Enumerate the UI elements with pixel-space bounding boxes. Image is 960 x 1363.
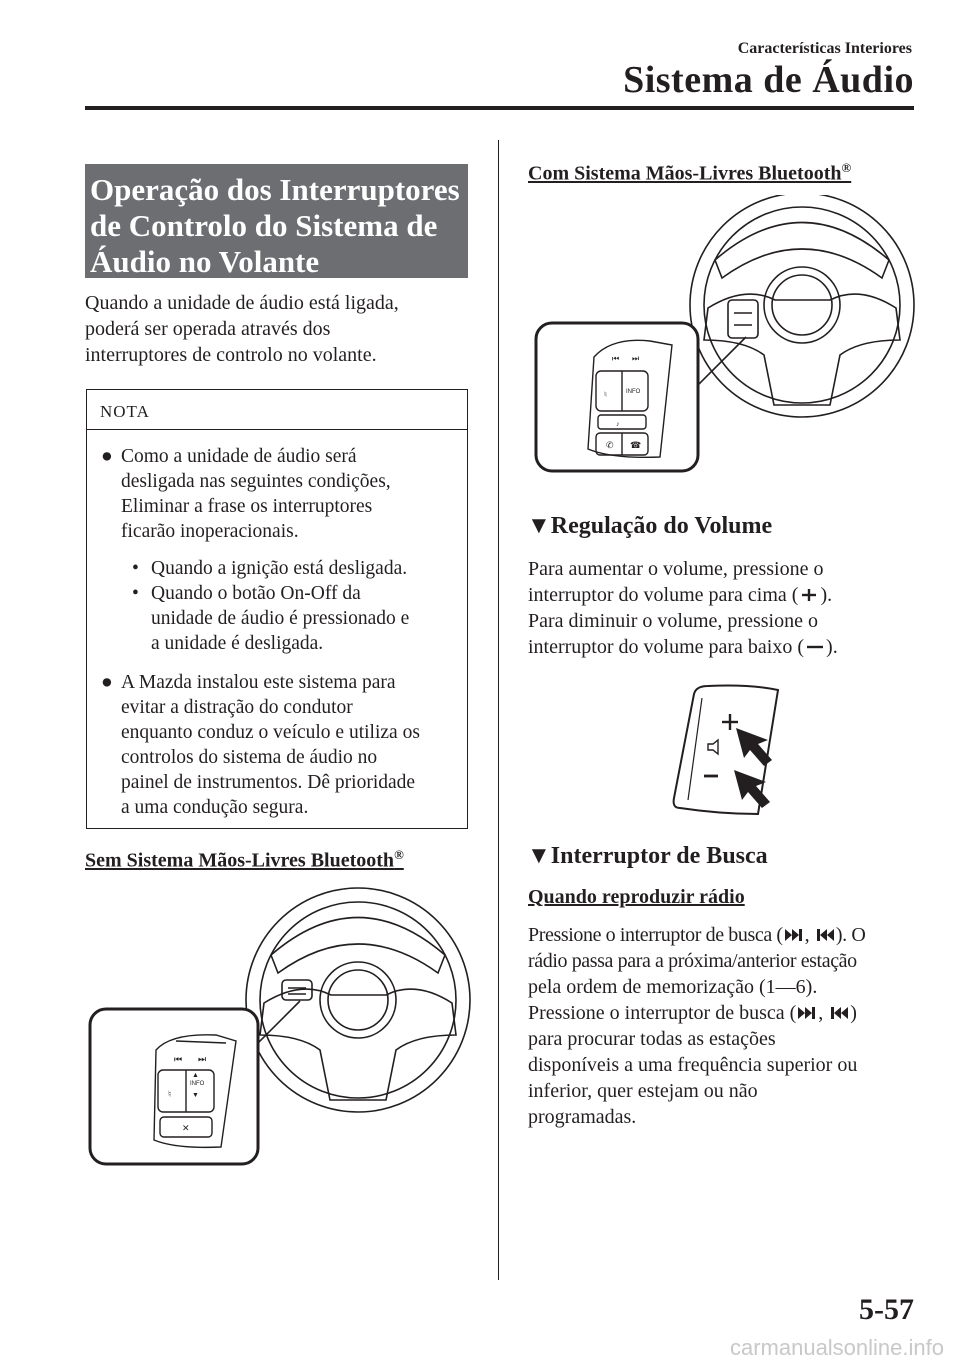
heading-with-bluetooth — [528, 160, 851, 186]
switch-closeup-frame — [90, 1009, 258, 1164]
text-line: programadas. — [528, 1106, 637, 1128]
note-item — [87, 670, 467, 820]
text-line: A Mazda instalou este sistema para — [121, 672, 396, 693]
minus-icon — [804, 640, 826, 654]
phone-pickup-icon: ✆ — [606, 440, 614, 450]
text-line: desligada nas seguintes condições, — [121, 471, 391, 492]
registered-mark: ® — [394, 847, 404, 862]
volume-switch-figure — [660, 680, 790, 820]
volume-paragraph — [528, 556, 928, 660]
horn-pad — [320, 962, 396, 1038]
seek-subheading: Quando reproduzir rádio — [528, 886, 745, 908]
seek-paragraph — [528, 922, 938, 1130]
section-title-text: Interruptor de Busca — [550, 843, 768, 869]
topic-title-box — [85, 164, 468, 278]
text-fragment: , — [804, 924, 814, 946]
topic-title-line: Áudio no Volante — [90, 244, 320, 279]
text-fragment: Pressione o interruptor de busca ( — [528, 924, 783, 946]
text-line: inferior, quer estejam ou não — [528, 1080, 758, 1102]
watermark: carmanualsonline.info — [729, 1335, 944, 1360]
switch-closeup-frame — [536, 323, 698, 471]
speaker-icon: ♮ — [604, 390, 607, 399]
seek-down-icon: ⏮ — [612, 354, 620, 363]
steering-wheel-top-cover — [271, 918, 445, 974]
arrow-pointer-icon — [736, 728, 772, 766]
text-fragment: ). O — [835, 924, 866, 946]
steering-wheel-bluetooth-figure — [532, 195, 932, 480]
seek-up-icon: ⏭ — [632, 354, 640, 363]
text-line: a uma condução segura. — [121, 797, 309, 818]
header-rule — [85, 106, 914, 110]
text-fragment: interruptor do volume para cima ( — [528, 584, 799, 606]
steering-wheel-rim — [246, 888, 470, 1112]
note-box — [86, 389, 468, 829]
text-line: Para aumentar o volume, pressione o — [528, 558, 824, 580]
text-line: Eliminar a frase os interruptores — [121, 496, 373, 517]
topic-title-line: de Controlo do Sistema de — [90, 208, 438, 243]
text-line: ficarão inoperacionais. — [121, 521, 299, 542]
text-line: Para diminuir o volume, pressione o — [528, 610, 818, 632]
note-subitem — [87, 556, 467, 581]
text-fragment: Pressione o interruptor de busca ( — [528, 1002, 797, 1024]
text-line: a unidade é desligada. — [151, 633, 324, 654]
volume-section-title — [527, 513, 772, 540]
text-line — [528, 582, 928, 608]
text-fragment: , — [818, 1002, 829, 1024]
heading-without-bluetooth — [85, 847, 404, 873]
text-line: controlos do sistema de áudio no — [121, 747, 378, 768]
text-line: painel de instrumentos. Dê prioridade — [121, 772, 416, 793]
note-subitem — [87, 581, 467, 656]
text-line: interruptores de controlo no volante. — [85, 344, 377, 366]
text-line: enquanto conduz o veículo e utiliza os — [121, 722, 420, 743]
text-line: Quando a ignição está desligada. — [151, 558, 408, 579]
triangle-bullet-icon: ▼ — [527, 843, 551, 869]
text-line: rádio passa para a próxima/anterior estação — [528, 950, 857, 972]
text-line — [528, 634, 928, 660]
info-label: INFO — [626, 389, 641, 395]
seek-up-icon — [783, 928, 805, 942]
section-title: Sistema de Áudio — [623, 59, 914, 101]
seek-down-icon — [828, 1006, 850, 1020]
bullet-dot-icon: ● — [101, 446, 113, 467]
column-divider — [498, 140, 499, 1280]
seek-down-icon: ⏮ — [174, 1054, 183, 1064]
speaker-icon — [708, 740, 718, 754]
down-arrow-icon: ▼ — [192, 1092, 199, 1099]
intro-paragraph — [85, 290, 470, 368]
chapter-title: Características Interiores — [737, 40, 912, 57]
speaker-icon: ♮ — [168, 1089, 172, 1099]
text-line: Quando o botão On-Off da — [151, 583, 361, 604]
section-title-text: Regulação do Volume — [550, 513, 773, 539]
bullet-dot-icon: • — [132, 583, 139, 604]
registered-mark: ® — [841, 160, 852, 175]
mute-icon: ✕ — [182, 1123, 190, 1133]
note-item — [87, 444, 467, 544]
seek-up-icon: ⏭ — [198, 1054, 207, 1064]
seek-down-icon — [814, 928, 836, 942]
text-fragment: ) — [850, 1002, 857, 1024]
text-line: disponíveis a uma frequência superior ou — [528, 1054, 858, 1076]
text-line — [528, 1000, 938, 1026]
text-fragment: interruptor do volume para baixo ( — [528, 636, 805, 658]
text-line: evitar a distração do condutor — [121, 697, 353, 718]
triangle-bullet-icon: ▼ — [527, 513, 551, 539]
info-label: INFO — [190, 1081, 205, 1087]
text-fragment: ). — [826, 636, 838, 658]
phone-hangup-icon: ☎ — [630, 440, 642, 450]
text-line: Como a unidade de áudio será — [121, 446, 357, 467]
heading-text: Sem Sistema Mãos-Livres Bluetooth — [85, 849, 395, 872]
bullet-dot-icon: • — [132, 558, 139, 579]
note-label: NOTA — [87, 390, 467, 430]
text-line: poderá ser operada através dos — [85, 318, 331, 340]
heading-text: Com Sistema Mãos-Livres Bluetooth — [528, 162, 842, 185]
bullet-dot-icon: ● — [101, 672, 113, 693]
voice-icon: ♪ — [616, 421, 620, 428]
topic-title-line: Operação dos Interruptores — [90, 172, 460, 207]
text-line: Quando a unidade de áudio está ligada, — [85, 292, 399, 314]
up-arrow-icon: ▲ — [192, 1072, 199, 1079]
text-fragment: ). — [820, 584, 833, 606]
page-number: 5-57 — [859, 1293, 914, 1326]
text-line: pela ordem de memorização (1—6). — [528, 976, 818, 998]
text-line: para procurar todas as estações — [528, 1028, 776, 1050]
seek-up-icon — [796, 1006, 818, 1020]
steering-wheel-figure — [86, 885, 486, 1170]
text-line — [528, 922, 938, 948]
text-line: unidade de áudio é pressionado e — [151, 608, 410, 629]
plus-icon — [798, 588, 820, 602]
seek-section-title — [527, 843, 768, 870]
